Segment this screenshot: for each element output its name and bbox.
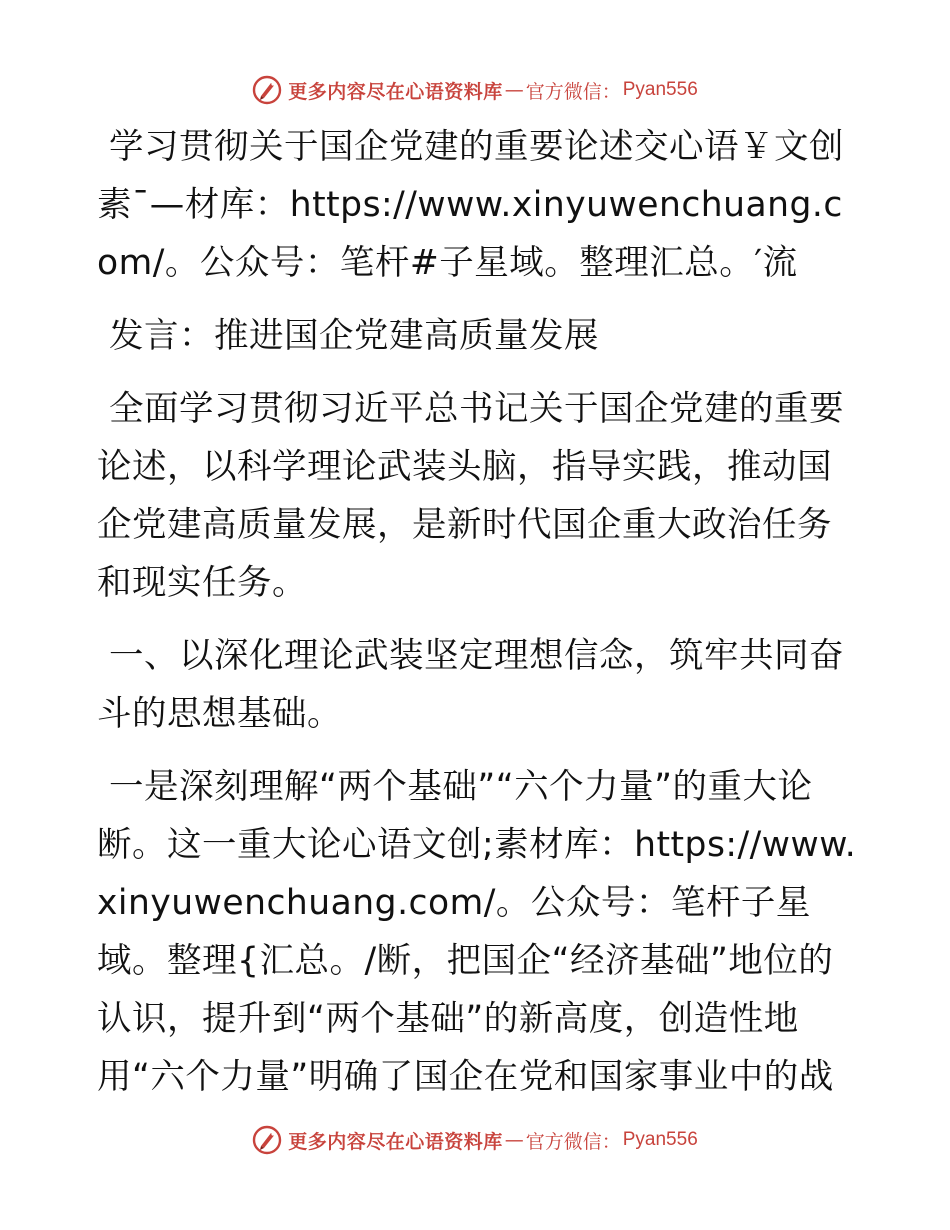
point-1-line-1: 一是深刻理解“两个基础”“六个力量”的重大	[109, 767, 778, 807]
paragraph-title	[97, 307, 857, 365]
overview-line-3: 党建高质量发展，是新时代国企重大政治任务和现	[97, 505, 832, 603]
overview-line-2: 论述，以科学理论武装头脑，指导实践，推动国企	[97, 447, 832, 545]
point-1-line-2: 论断。这一重大论心语文创;素材库：https://	[97, 767, 813, 865]
overview-line-4: 实任务。	[167, 563, 307, 603]
intro-line-3: 公众号：笔杆#子星域。整理汇总。′流	[199, 243, 798, 283]
point-1-line-3: www.xinyuwenchuang.com/。公众号：笔杆子星	[97, 825, 857, 923]
paragraph-overview	[97, 380, 857, 612]
point-1-line-5: 认识，提升到“两个基础”的新高度，创造性地	[97, 999, 799, 1039]
section-1-line-1: 一、以深化理论武装坚定理想信念，筑牢共同奋	[109, 636, 844, 676]
document-body	[97, 118, 857, 1121]
overview-line-1: 全面学习贯彻习近平总书记关于国企党建的重要	[109, 389, 844, 429]
pen-logo-icon	[252, 75, 282, 105]
paragraph-intro	[97, 118, 857, 292]
title-line-1: 发言：推进国企党建高质量发展	[109, 316, 599, 356]
point-1-line-6: 用“六个力量”明确了国企在党和国家事业中的战	[97, 1057, 834, 1097]
intro-line-2: 素¯—材库：https://www.xinyuwenchuang.com/。	[97, 185, 843, 283]
pen-logo-icon	[252, 1125, 282, 1155]
paragraph-point-1	[97, 758, 857, 1106]
footer-banner	[0, 1122, 950, 1158]
official-wechat-label: 官方微信：	[525, 1130, 621, 1153]
point-1-line-4: 域。整理{汇总。/断，把国企“经济基础”地位的	[97, 941, 834, 981]
promo-text: 更多内容尽在心语资料库	[288, 1130, 503, 1153]
paragraph-section-1	[97, 627, 857, 743]
section-1-line-2: 斗的思想基础。	[97, 694, 342, 734]
banner-dash: —	[504, 1129, 524, 1151]
promo-text: 更多内容尽在心语资料库	[288, 80, 503, 103]
banner-dash: —	[504, 79, 524, 101]
official-wechat-label: 官方微信：	[525, 80, 621, 103]
wechat-id: Pyan556	[622, 79, 698, 100]
intro-line-1: 学习贯彻关于国企党建的重要论述交心语￥文创	[109, 127, 844, 167]
wechat-id: Pyan556	[622, 1129, 698, 1150]
header-banner	[0, 72, 950, 108]
